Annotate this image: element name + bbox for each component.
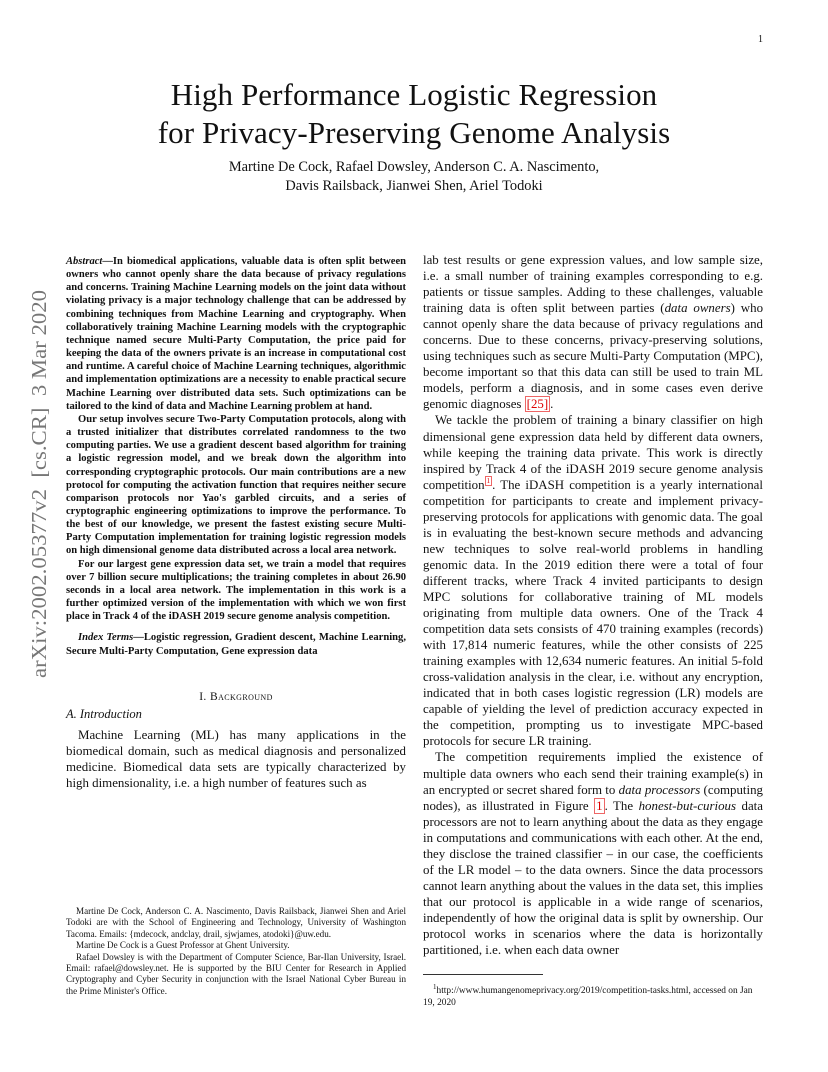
text-run: lab test results or gene expression values, and low sample size, i.e. a small number of training examples corresponding to e.g. patients or tissue samples. Adding to these challenges, valuable training data is often split between parties ( [423,253,763,316]
paper-title [0,76,828,152]
title-line-1: High Performance Logistic Regression [170,77,658,112]
subsection-heading: A. Introduction [66,706,142,721]
footnote-guest-professor: Martine De Cock is a Guest Professor at Ghent University. [76,940,290,951]
abstract-text-1: —In biomedical applications, valuable data is often split between owners who cannot openly share the data because of privacy regulations and concerns. Training Machine Learning models on the joint data without violating privacy is a major technology challenge that can be addressed by combining techniques from Machine Learning and cryptography. When collaboratively training Machine Learning models with the cryptographic technique named secure Multi-Party Computation, the price paid for keeping the data of the owners private is an increase in computational cost and runtime. A careful choice of Machine Learning techniques, algorithmic and implementation optimizations are a necessity to enable practical secure Machine Learning over distributed data sets. Such optimizations can be tailored to the kind of data and Machine Learning problem at hand. [66,256,406,412]
citation-link[interactable]: [25] [526,397,549,412]
text-run: (computing nodes), as illustrated in Figure [423,782,763,813]
authors-line-1: Martine De Cock, Rafael Dowsley, Anderson C. A. Nascimento, [228,159,600,175]
index-terms-text: —Logistic regression, Gradient descent, Machine Learning, Secure Multi-Party Computation, Gene expression data [66,632,406,657]
text-run: . [550,397,554,412]
section-number: I. [199,690,207,703]
arxiv-identifier-text: arXiv:2002.05377v2 [cs.CR] 3 Mar 2020 [27,311,51,678]
figure-link[interactable]: 1 [596,798,603,813]
title-line-2: for Privacy-Preserving Genome Analysis [157,115,671,150]
text-run: We tackle the problem of training a binary classifier on high dimensional gene expression data held by different data owners, while keeping the training data private. This work is directly inspired by Track 4 of the iDASH 2019 secure genome analysis competition [423,413,763,492]
section-heading [66,690,406,705]
footnote-link[interactable]: 1 [486,477,491,486]
abstract-paragraph-1 [66,255,406,413]
abstract-paragraph-2: Our setup involves secure Two-Party Computation protocols, along with a trusted initializer that distributes correlated randomness to the two computing parties. We use a gradient descent based algorithm for training a logistic regression model, and we break down the algorithm into corresponding cryptographic protocols. Our main contributions are a new protocol for computing the activation function that requires neither secure comparison protocols nor Yao's garbled circuits, and a series of cryptographic engineering optimizations to improve the performance. To the best of our knowledge, we present the fastest existing secure Multi-Party Computation implementation for training logistic regression models on high dimensional genome data distributed across a local area network. [66,413,406,557]
abstract [66,255,406,623]
text-run: data processors are not to learn anything about the data as they engage in computations and communications with each other. At the end, they disclose the trained classifier – in our case, the coefficients of the LR model – to the data owners. Since the data processors cannot learn anything about the values in the data set, this implies that our protocol is applicable in a wide range of scenarios, independently of how the original data is split by ownership. Our protocol works in scenarios where the data is horizontally partitioned, i.e. when each data owner [423,798,763,958]
url-footnote [423,982,763,1009]
authors-line-2: Davis Railsback, Jianwei Shen, Ariel Todoki [285,178,543,194]
left-column [66,255,406,791]
page-number: 1 [758,34,763,45]
emphasis: data processors [618,782,701,797]
arxiv-identifier-stamp [8,290,58,680]
text-run: . The [604,798,639,813]
index-terms-lead: Index Terms [78,632,134,644]
footnote-mark: 1 [433,982,437,991]
author-list [0,158,828,196]
emphasis: data owners [664,301,731,316]
right-paragraph-3 [423,749,763,958]
section-title: Background [210,690,273,703]
text-run: ) who cannot openly share the data because of privacy regulations and concerns. Due to these concerns, privacy-preserving solutions, using techniques such as secure Multi-Party Computation (MPC), become important so that this data can still be used to train ML models, perform a diagnosis, and in some cases even derive genomic diagnoses [423,301,764,412]
footnote-1-text: http://www.humangenomeprivacy.org/2019/competition-tasks.html, accessed on Jan 19, 2020 [423,986,753,1008]
introduction-paragraph: Machine Learning (ML) has many applications in the biomedical domain, such as medical diagnosis and personalized medicine. Biomedical data sets are typically characterized by high dimensionality, i.e. a high number of features such as [66,727,406,791]
footnote-dowsley: Rafael Dowsley is with the Department of Computer Science, Bar-Ilan University, Israel. Email: rafael@dowsley.net. He is supported by the BIU Center for Research in Applied Cryptography and Cyber Security in conjunction with the Israel National Cyber Bureau in the Prime Minister's Office. [66,951,406,996]
abstract-lead: Abstract [66,256,103,267]
right-paragraph-1 [423,252,763,412]
footnote-1 [423,982,763,1009]
text-run: . The iDASH competition is a yearly international competition for participants to create and implement privacy-preserving protocols for applications with genomic data. The goal is in evaluating the best-known secure methods and advancing new techniques to solve real-world problems in handling genomic data. In the 2019 edition there were a total of four different tracks, where Track 4 invited participants to design MPC solutions for collaborative training of ML models originating from multiple data owners. One of the Track 4 competition data sets consists of 470 training examples (records) with 17,814 numeric features, while the other consists of 225 training examples with 12,634 numeric features. An initial 5-fold cross-validation analysis in the clear, i.e. without any encryption, indicated that in both cases logistic regression (LR) models are capable of yielding the level of prediction accuracy expected in the competition, prompting us to investigate MPC-based protocols for secure LR training. [423,477,763,749]
right-column [423,252,763,958]
abstract-paragraph-3: For our largest gene expression data set, we train a model that requires over 7 billion secure multiplications; the training completes in about 26.90 seconds in a local area network. The implementation in this work is a further optimized version of the implementation with which we won first place in Track 4 of the iDASH 2019 secure genome analysis competition. [66,558,406,623]
emphasis: honest-but-curious [638,798,736,813]
right-paragraph-2 [423,412,763,749]
index-terms [66,631,406,657]
author-footnotes [66,906,406,997]
footnote-affiliation: Martine De Cock, Anderson C. A. Nascimento, Davis Railsback, Jianwei Shen and Ariel Todoki are with the School of Engineering and Technology, University of Washington Tacoma. Emails: {mdecock, andclay, drail, sjwjames, atodoki}@uw.edu. [66,906,406,939]
footnote-rule [423,974,543,975]
text-run: The competition requirements implied the existence of multiple data owners who each send their training example(s) in an encrypted or secret shared form to [423,750,763,797]
